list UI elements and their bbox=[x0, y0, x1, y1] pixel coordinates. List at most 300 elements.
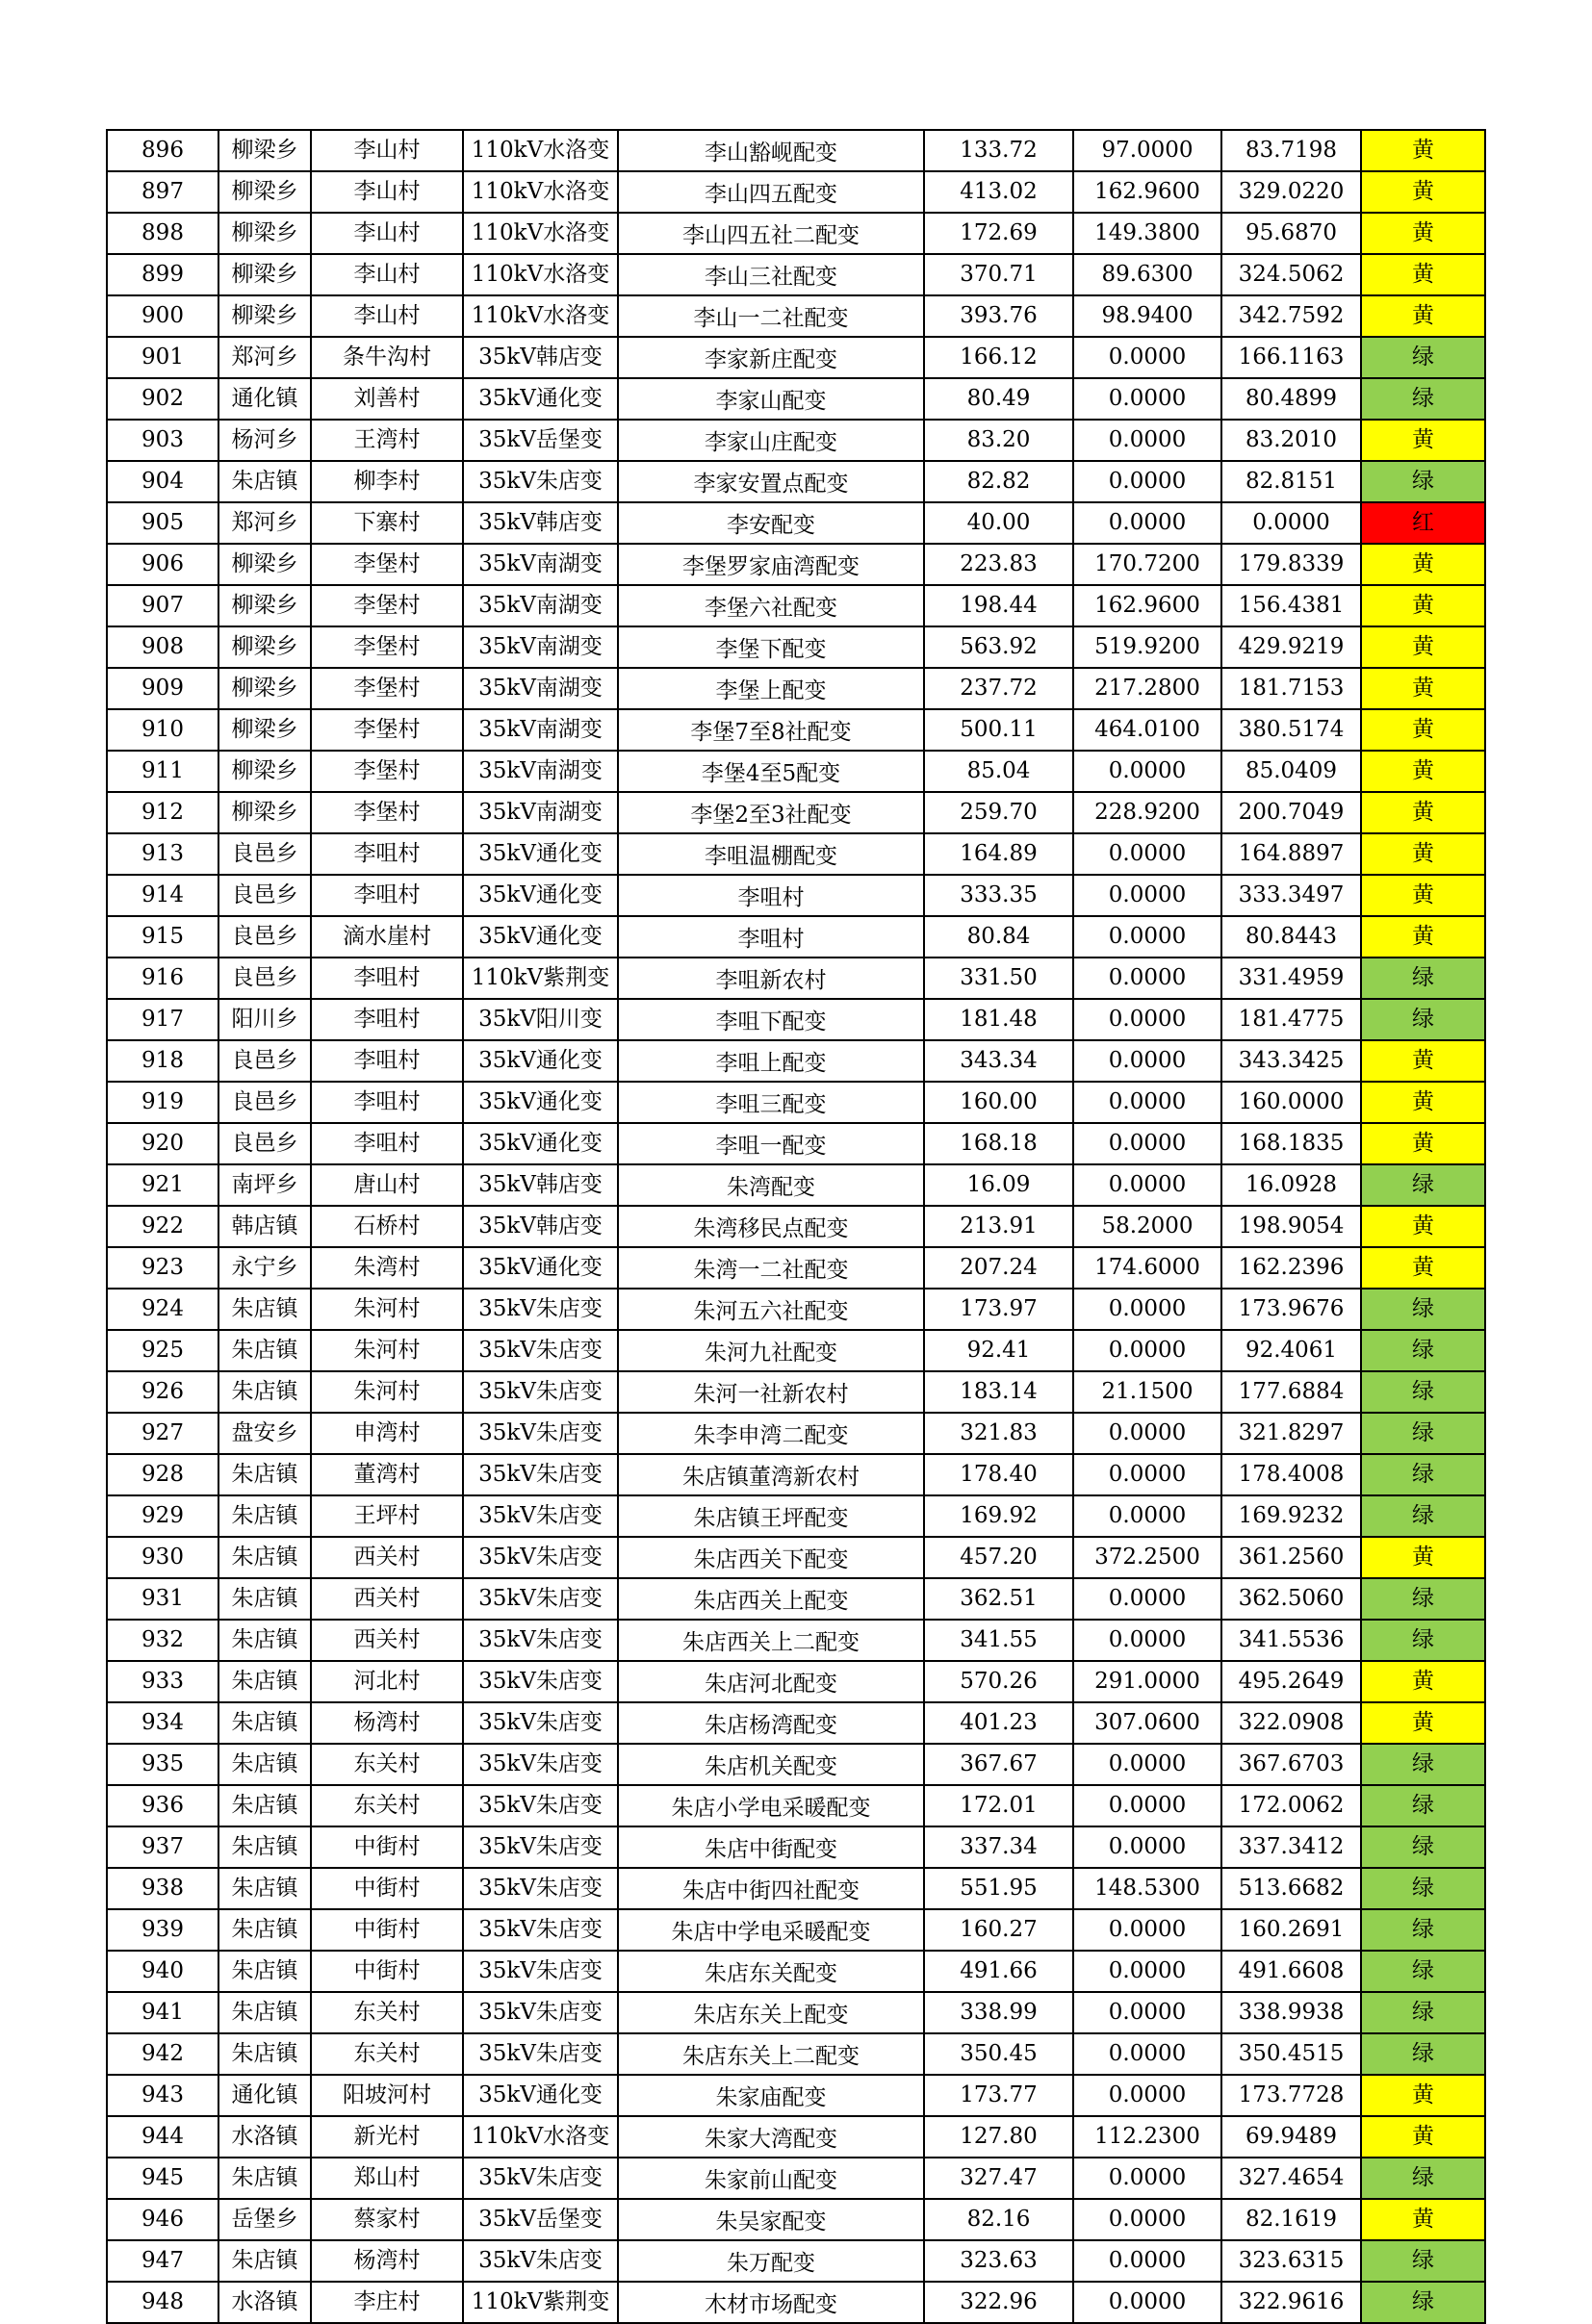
capacity-cell: 127.80 bbox=[924, 2116, 1073, 2158]
table-row bbox=[107, 875, 1485, 916]
load-cell: 307.0600 bbox=[1073, 1702, 1221, 1744]
substation-cell: 35kV朱店变 bbox=[463, 1371, 618, 1413]
township-cell: 通化镇 bbox=[218, 378, 311, 420]
transformer-name-cell: 李山四五配变 bbox=[618, 171, 924, 213]
township-cell: 水洛镇 bbox=[218, 2282, 311, 2323]
capacity-cell: 350.45 bbox=[924, 2033, 1073, 2075]
transformer-name-cell: 李堡罗家庙湾配变 bbox=[618, 544, 924, 585]
transformer-name-cell: 朱湾移民点配变 bbox=[618, 1206, 924, 1247]
row-number-cell: 905 bbox=[107, 502, 218, 544]
status-color-cell: 黄 bbox=[1361, 1702, 1485, 1744]
township-cell: 朱店镇 bbox=[218, 1868, 311, 1909]
load-cell: 0.0000 bbox=[1073, 1620, 1221, 1661]
village-cell: 中街村 bbox=[311, 1826, 463, 1868]
status-color-cell: 黄 bbox=[1361, 792, 1485, 833]
capacity-cell: 362.51 bbox=[924, 1578, 1073, 1620]
transformer-name-cell: 李堡上配变 bbox=[618, 668, 924, 709]
village-cell: 李山村 bbox=[311, 213, 463, 254]
table-row bbox=[107, 1826, 1485, 1868]
village-cell: 条牛沟村 bbox=[311, 337, 463, 378]
row-number-cell: 945 bbox=[107, 2158, 218, 2199]
village-cell: 杨湾村 bbox=[311, 1702, 463, 1744]
transformer-name-cell: 李家山庄配变 bbox=[618, 420, 924, 461]
village-cell: 李山村 bbox=[311, 130, 463, 171]
status-color-cell: 黄 bbox=[1361, 213, 1485, 254]
status-color-cell: 黄 bbox=[1361, 130, 1485, 171]
remaining-capacity-cell: 513.6682 bbox=[1221, 1868, 1361, 1909]
table-row bbox=[107, 1206, 1485, 1247]
township-cell: 柳梁乡 bbox=[218, 709, 311, 751]
township-cell: 朱店镇 bbox=[218, 1330, 311, 1371]
row-number-cell: 946 bbox=[107, 2199, 218, 2240]
village-cell: 朱河村 bbox=[311, 1371, 463, 1413]
table-row bbox=[107, 916, 1485, 958]
transformer-name-cell: 李家新庄配变 bbox=[618, 337, 924, 378]
village-cell: 李堡村 bbox=[311, 709, 463, 751]
village-cell: 东关村 bbox=[311, 1992, 463, 2033]
load-cell: 0.0000 bbox=[1073, 378, 1221, 420]
status-color-cell: 黄 bbox=[1361, 544, 1485, 585]
remaining-capacity-cell: 80.8443 bbox=[1221, 916, 1361, 958]
transformer-name-cell: 朱河九社配变 bbox=[618, 1330, 924, 1371]
table-row bbox=[107, 1123, 1485, 1164]
transformer-name-cell: 朱店镇王坪配变 bbox=[618, 1495, 924, 1537]
row-number-cell: 922 bbox=[107, 1206, 218, 1247]
township-cell: 柳梁乡 bbox=[218, 668, 311, 709]
township-cell: 水洛镇 bbox=[218, 2116, 311, 2158]
township-cell: 永宁乡 bbox=[218, 1247, 311, 1289]
table-row bbox=[107, 1082, 1485, 1123]
village-cell: 中街村 bbox=[311, 1909, 463, 1951]
data-table bbox=[106, 129, 1486, 2324]
table-row bbox=[107, 1454, 1485, 1495]
status-color-cell: 黄 bbox=[1361, 709, 1485, 751]
transformer-name-cell: 李咀下配变 bbox=[618, 999, 924, 1040]
load-cell: 98.9400 bbox=[1073, 295, 1221, 337]
village-cell: 东关村 bbox=[311, 1744, 463, 1785]
substation-cell: 35kV韩店变 bbox=[463, 1164, 618, 1206]
remaining-capacity-cell: 173.7728 bbox=[1221, 2075, 1361, 2116]
row-number-cell: 908 bbox=[107, 626, 218, 668]
village-cell: 中街村 bbox=[311, 1868, 463, 1909]
village-cell: 李咀村 bbox=[311, 875, 463, 916]
township-cell: 朱店镇 bbox=[218, 1454, 311, 1495]
table-row bbox=[107, 1247, 1485, 1289]
row-number-cell: 917 bbox=[107, 999, 218, 1040]
substation-cell: 35kV朱店变 bbox=[463, 1868, 618, 1909]
village-cell: 李咀村 bbox=[311, 833, 463, 875]
capacity-cell: 237.72 bbox=[924, 668, 1073, 709]
capacity-cell: 491.66 bbox=[924, 1951, 1073, 1992]
remaining-capacity-cell: 82.1619 bbox=[1221, 2199, 1361, 2240]
row-number-cell: 921 bbox=[107, 1164, 218, 1206]
village-cell: 李咀村 bbox=[311, 1040, 463, 1082]
row-number-cell: 940 bbox=[107, 1951, 218, 1992]
capacity-cell: 169.92 bbox=[924, 1495, 1073, 1537]
table-row bbox=[107, 2199, 1485, 2240]
substation-cell: 35kV朱店变 bbox=[463, 1826, 618, 1868]
table-row bbox=[107, 378, 1485, 420]
transformer-name-cell: 李堡下配变 bbox=[618, 626, 924, 668]
status-color-cell: 绿 bbox=[1361, 1826, 1485, 1868]
transformer-name-cell: 朱店西关下配变 bbox=[618, 1537, 924, 1578]
substation-cell: 35kV南湖变 bbox=[463, 544, 618, 585]
load-cell: 0.0000 bbox=[1073, 1330, 1221, 1371]
township-cell: 朱店镇 bbox=[218, 1578, 311, 1620]
status-color-cell: 绿 bbox=[1361, 2240, 1485, 2282]
remaining-capacity-cell: 342.7592 bbox=[1221, 295, 1361, 337]
status-color-cell: 黄 bbox=[1361, 2116, 1485, 2158]
village-cell: 董湾村 bbox=[311, 1454, 463, 1495]
substation-cell: 35kV朱店变 bbox=[463, 1951, 618, 1992]
transformer-name-cell: 李咀村 bbox=[618, 875, 924, 916]
transformer-name-cell: 李山豁岘配变 bbox=[618, 130, 924, 171]
township-cell: 朱店镇 bbox=[218, 461, 311, 502]
remaining-capacity-cell: 166.1163 bbox=[1221, 337, 1361, 378]
township-cell: 朱店镇 bbox=[218, 1826, 311, 1868]
capacity-cell: 16.09 bbox=[924, 1164, 1073, 1206]
load-cell: 0.0000 bbox=[1073, 337, 1221, 378]
village-cell: 杨湾村 bbox=[311, 2240, 463, 2282]
township-cell: 良邑乡 bbox=[218, 833, 311, 875]
substation-cell: 35kV通化变 bbox=[463, 1040, 618, 1082]
load-cell: 291.0000 bbox=[1073, 1661, 1221, 1702]
remaining-capacity-cell: 83.7198 bbox=[1221, 130, 1361, 171]
village-cell: 西关村 bbox=[311, 1578, 463, 1620]
table-row bbox=[107, 1578, 1485, 1620]
status-color-cell: 绿 bbox=[1361, 1909, 1485, 1951]
substation-cell: 35kV通化变 bbox=[463, 1082, 618, 1123]
transformer-name-cell: 朱万配变 bbox=[618, 2240, 924, 2282]
substation-cell: 35kV韩店变 bbox=[463, 1206, 618, 1247]
capacity-cell: 40.00 bbox=[924, 502, 1073, 544]
substation-cell: 35kV南湖变 bbox=[463, 751, 618, 792]
township-cell: 南坪乡 bbox=[218, 1164, 311, 1206]
substation-cell: 35kV朱店变 bbox=[463, 1620, 618, 1661]
township-cell: 柳梁乡 bbox=[218, 213, 311, 254]
row-number-cell: 918 bbox=[107, 1040, 218, 1082]
load-cell: 228.9200 bbox=[1073, 792, 1221, 833]
transformer-name-cell: 李咀一配变 bbox=[618, 1123, 924, 1164]
transformer-name-cell: 朱店杨湾配变 bbox=[618, 1702, 924, 1744]
load-cell: 0.0000 bbox=[1073, 2158, 1221, 2199]
transformer-name-cell: 木材市场配变 bbox=[618, 2282, 924, 2323]
substation-cell: 35kV南湖变 bbox=[463, 585, 618, 626]
table-row bbox=[107, 668, 1485, 709]
remaining-capacity-cell: 362.5060 bbox=[1221, 1578, 1361, 1620]
substation-cell: 110kV水洛变 bbox=[463, 295, 618, 337]
status-color-cell: 绿 bbox=[1361, 1413, 1485, 1454]
row-number-cell: 904 bbox=[107, 461, 218, 502]
capacity-cell: 82.82 bbox=[924, 461, 1073, 502]
township-cell: 岳堡乡 bbox=[218, 2199, 311, 2240]
load-cell: 0.0000 bbox=[1073, 875, 1221, 916]
village-cell: 王湾村 bbox=[311, 420, 463, 461]
transformer-name-cell: 朱家庙配变 bbox=[618, 2075, 924, 2116]
substation-cell: 35kV朱店变 bbox=[463, 1744, 618, 1785]
status-color-cell: 黄 bbox=[1361, 668, 1485, 709]
remaining-capacity-cell: 361.2560 bbox=[1221, 1537, 1361, 1578]
status-color-cell: 绿 bbox=[1361, 2282, 1485, 2323]
village-cell: 李咀村 bbox=[311, 1082, 463, 1123]
load-cell: 0.0000 bbox=[1073, 1826, 1221, 1868]
table-row bbox=[107, 1868, 1485, 1909]
load-cell: 89.6300 bbox=[1073, 254, 1221, 295]
capacity-cell: 413.02 bbox=[924, 171, 1073, 213]
remaining-capacity-cell: 341.5536 bbox=[1221, 1620, 1361, 1661]
row-number-cell: 933 bbox=[107, 1661, 218, 1702]
transformer-name-cell: 李家安置点配变 bbox=[618, 461, 924, 502]
transformer-name-cell: 朱店中街配变 bbox=[618, 1826, 924, 1868]
capacity-cell: 337.34 bbox=[924, 1826, 1073, 1868]
substation-cell: 110kV水洛变 bbox=[463, 2116, 618, 2158]
table-row bbox=[107, 1744, 1485, 1785]
township-cell: 柳梁乡 bbox=[218, 792, 311, 833]
table-row bbox=[107, 213, 1485, 254]
remaining-capacity-cell: 343.3425 bbox=[1221, 1040, 1361, 1082]
remaining-capacity-cell: 162.2396 bbox=[1221, 1247, 1361, 1289]
village-cell: 李堡村 bbox=[311, 751, 463, 792]
load-cell: 0.0000 bbox=[1073, 2199, 1221, 2240]
village-cell: 滴水崖村 bbox=[311, 916, 463, 958]
substation-cell: 35kV朱店变 bbox=[463, 1289, 618, 1330]
village-cell: 河北村 bbox=[311, 1661, 463, 1702]
table-row bbox=[107, 1495, 1485, 1537]
status-color-cell: 绿 bbox=[1361, 958, 1485, 999]
township-cell: 朱店镇 bbox=[218, 1371, 311, 1413]
township-cell: 朱店镇 bbox=[218, 2240, 311, 2282]
row-number-cell: 926 bbox=[107, 1371, 218, 1413]
row-number-cell: 907 bbox=[107, 585, 218, 626]
substation-cell: 35kV通化变 bbox=[463, 916, 618, 958]
status-color-cell: 绿 bbox=[1361, 1744, 1485, 1785]
load-cell: 0.0000 bbox=[1073, 916, 1221, 958]
township-cell: 柳梁乡 bbox=[218, 171, 311, 213]
substation-cell: 110kV水洛变 bbox=[463, 171, 618, 213]
status-color-cell: 黄 bbox=[1361, 1040, 1485, 1082]
transformer-name-cell: 李山四五社二配变 bbox=[618, 213, 924, 254]
load-cell: 174.6000 bbox=[1073, 1247, 1221, 1289]
remaining-capacity-cell: 329.0220 bbox=[1221, 171, 1361, 213]
transformer-name-cell: 朱河一社新农村 bbox=[618, 1371, 924, 1413]
village-cell: 东关村 bbox=[311, 1785, 463, 1826]
load-cell: 0.0000 bbox=[1073, 1164, 1221, 1206]
capacity-cell: 207.24 bbox=[924, 1247, 1073, 1289]
township-cell: 朱店镇 bbox=[218, 1951, 311, 1992]
village-cell: 下寨村 bbox=[311, 502, 463, 544]
load-cell: 217.2800 bbox=[1073, 668, 1221, 709]
status-color-cell: 黄 bbox=[1361, 585, 1485, 626]
transformer-name-cell: 李咀村 bbox=[618, 916, 924, 958]
table-row bbox=[107, 502, 1485, 544]
load-cell: 97.0000 bbox=[1073, 130, 1221, 171]
transformer-name-cell: 朱店中学电采暖配变 bbox=[618, 1909, 924, 1951]
row-number-cell: 942 bbox=[107, 2033, 218, 2075]
status-color-cell: 黄 bbox=[1361, 1247, 1485, 1289]
load-cell: 148.5300 bbox=[1073, 1868, 1221, 1909]
row-number-cell: 897 bbox=[107, 171, 218, 213]
table-row bbox=[107, 171, 1485, 213]
load-cell: 21.1500 bbox=[1073, 1371, 1221, 1413]
table-row bbox=[107, 544, 1485, 585]
table-row bbox=[107, 958, 1485, 999]
status-color-cell: 黄 bbox=[1361, 833, 1485, 875]
status-color-cell: 黄 bbox=[1361, 1661, 1485, 1702]
township-cell: 朱店镇 bbox=[218, 1620, 311, 1661]
township-cell: 韩店镇 bbox=[218, 1206, 311, 1247]
status-color-cell: 绿 bbox=[1361, 1454, 1485, 1495]
table-row bbox=[107, 2158, 1485, 2199]
status-color-cell: 绿 bbox=[1361, 2158, 1485, 2199]
status-color-cell: 绿 bbox=[1361, 1578, 1485, 1620]
substation-cell: 35kV朱店变 bbox=[463, 1495, 618, 1537]
status-color-cell: 黄 bbox=[1361, 1537, 1485, 1578]
remaining-capacity-cell: 198.9054 bbox=[1221, 1206, 1361, 1247]
substation-cell: 35kV韩店变 bbox=[463, 502, 618, 544]
status-color-cell: 绿 bbox=[1361, 337, 1485, 378]
load-cell: 0.0000 bbox=[1073, 1082, 1221, 1123]
status-color-cell: 绿 bbox=[1361, 1495, 1485, 1537]
status-color-cell: 绿 bbox=[1361, 461, 1485, 502]
substation-cell: 35kV朱店变 bbox=[463, 1330, 618, 1371]
transformer-name-cell: 朱店河北配变 bbox=[618, 1661, 924, 1702]
load-cell: 0.0000 bbox=[1073, 1785, 1221, 1826]
township-cell: 朱店镇 bbox=[218, 2033, 311, 2075]
row-number-cell: 901 bbox=[107, 337, 218, 378]
remaining-capacity-cell: 172.0062 bbox=[1221, 1785, 1361, 1826]
capacity-cell: 323.63 bbox=[924, 2240, 1073, 2282]
table-row bbox=[107, 2033, 1485, 2075]
row-number-cell: 906 bbox=[107, 544, 218, 585]
township-cell: 良邑乡 bbox=[218, 958, 311, 999]
capacity-cell: 259.70 bbox=[924, 792, 1073, 833]
load-cell: 372.2500 bbox=[1073, 1537, 1221, 1578]
transformer-name-cell: 李堡六社配变 bbox=[618, 585, 924, 626]
row-number-cell: 902 bbox=[107, 378, 218, 420]
transformer-name-cell: 李咀新农村 bbox=[618, 958, 924, 999]
township-cell: 良邑乡 bbox=[218, 1040, 311, 1082]
row-number-cell: 910 bbox=[107, 709, 218, 751]
capacity-cell: 321.83 bbox=[924, 1413, 1073, 1454]
village-cell: 李堡村 bbox=[311, 585, 463, 626]
row-number-cell: 937 bbox=[107, 1826, 218, 1868]
status-color-cell: 绿 bbox=[1361, 378, 1485, 420]
transformer-name-cell: 朱店东关上配变 bbox=[618, 1992, 924, 2033]
row-number-cell: 929 bbox=[107, 1495, 218, 1537]
substation-cell: 35kV朱店变 bbox=[463, 1537, 618, 1578]
substation-cell: 35kV韩店变 bbox=[463, 337, 618, 378]
row-number-cell: 941 bbox=[107, 1992, 218, 2033]
transformer-name-cell: 李咀三配变 bbox=[618, 1082, 924, 1123]
row-number-cell: 915 bbox=[107, 916, 218, 958]
table-row bbox=[107, 1620, 1485, 1661]
remaining-capacity-cell: 178.4008 bbox=[1221, 1454, 1361, 1495]
table-row bbox=[107, 1040, 1485, 1082]
township-cell: 良邑乡 bbox=[218, 1082, 311, 1123]
remaining-capacity-cell: 181.4775 bbox=[1221, 999, 1361, 1040]
substation-cell: 35kV通化变 bbox=[463, 1247, 618, 1289]
row-number-cell: 899 bbox=[107, 254, 218, 295]
table-row bbox=[107, 626, 1485, 668]
substation-cell: 35kV岳堡变 bbox=[463, 2199, 618, 2240]
load-cell: 0.0000 bbox=[1073, 1040, 1221, 1082]
township-cell: 杨河乡 bbox=[218, 420, 311, 461]
load-cell: 0.0000 bbox=[1073, 1495, 1221, 1537]
remaining-capacity-cell: 173.9676 bbox=[1221, 1289, 1361, 1330]
table-row bbox=[107, 709, 1485, 751]
remaining-capacity-cell: 495.2649 bbox=[1221, 1661, 1361, 1702]
remaining-capacity-cell: 327.4654 bbox=[1221, 2158, 1361, 2199]
row-number-cell: 934 bbox=[107, 1702, 218, 1744]
capacity-cell: 92.41 bbox=[924, 1330, 1073, 1371]
load-cell: 0.0000 bbox=[1073, 1992, 1221, 2033]
capacity-cell: 327.47 bbox=[924, 2158, 1073, 2199]
village-cell: 李山村 bbox=[311, 295, 463, 337]
table-row bbox=[107, 585, 1485, 626]
transformer-name-cell: 李山三社配变 bbox=[618, 254, 924, 295]
substation-cell: 35kV南湖变 bbox=[463, 709, 618, 751]
village-cell: 中街村 bbox=[311, 1951, 463, 1992]
row-number-cell: 898 bbox=[107, 213, 218, 254]
village-cell: 西关村 bbox=[311, 1620, 463, 1661]
capacity-cell: 173.97 bbox=[924, 1289, 1073, 1330]
capacity-cell: 172.69 bbox=[924, 213, 1073, 254]
township-cell: 朱店镇 bbox=[218, 1909, 311, 1951]
remaining-capacity-cell: 331.4959 bbox=[1221, 958, 1361, 999]
substation-cell: 35kV阳川变 bbox=[463, 999, 618, 1040]
capacity-cell: 457.20 bbox=[924, 1537, 1073, 1578]
transformer-name-cell: 李咀温棚配变 bbox=[618, 833, 924, 875]
substation-cell: 35kV朱店变 bbox=[463, 2158, 618, 2199]
remaining-capacity-cell: 181.7153 bbox=[1221, 668, 1361, 709]
row-number-cell: 914 bbox=[107, 875, 218, 916]
load-cell: 0.0000 bbox=[1073, 1744, 1221, 1785]
capacity-cell: 168.18 bbox=[924, 1123, 1073, 1164]
village-cell: 李山村 bbox=[311, 171, 463, 213]
remaining-capacity-cell: 16.0928 bbox=[1221, 1164, 1361, 1206]
row-number-cell: 909 bbox=[107, 668, 218, 709]
village-cell: 阳坡河村 bbox=[311, 2075, 463, 2116]
transformer-name-cell: 朱吴家配变 bbox=[618, 2199, 924, 2240]
table-row bbox=[107, 833, 1485, 875]
village-cell: 朱河村 bbox=[311, 1289, 463, 1330]
table-row bbox=[107, 1289, 1485, 1330]
township-cell: 柳梁乡 bbox=[218, 130, 311, 171]
table-row bbox=[107, 337, 1485, 378]
village-cell: 朱河村 bbox=[311, 1330, 463, 1371]
status-color-cell: 绿 bbox=[1361, 1868, 1485, 1909]
row-number-cell: 944 bbox=[107, 2116, 218, 2158]
load-cell: 0.0000 bbox=[1073, 1951, 1221, 1992]
table-row bbox=[107, 751, 1485, 792]
transformer-name-cell: 李堡2至3社配变 bbox=[618, 792, 924, 833]
capacity-cell: 164.89 bbox=[924, 833, 1073, 875]
row-number-cell: 924 bbox=[107, 1289, 218, 1330]
table-row bbox=[107, 2282, 1485, 2323]
status-color-cell: 黄 bbox=[1361, 2199, 1485, 2240]
capacity-cell: 160.27 bbox=[924, 1909, 1073, 1951]
substation-cell: 110kV紫荆变 bbox=[463, 958, 618, 999]
row-number-cell: 920 bbox=[107, 1123, 218, 1164]
capacity-cell: 172.01 bbox=[924, 1785, 1073, 1826]
load-cell: 0.0000 bbox=[1073, 751, 1221, 792]
village-cell: 东关村 bbox=[311, 2033, 463, 2075]
status-color-cell: 黄 bbox=[1361, 254, 1485, 295]
transformer-name-cell: 朱店东关上二配变 bbox=[618, 2033, 924, 2075]
substation-cell: 35kV通化变 bbox=[463, 875, 618, 916]
transformer-name-cell: 李山一二社配变 bbox=[618, 295, 924, 337]
transformer-name-cell: 朱店镇董湾新农村 bbox=[618, 1454, 924, 1495]
